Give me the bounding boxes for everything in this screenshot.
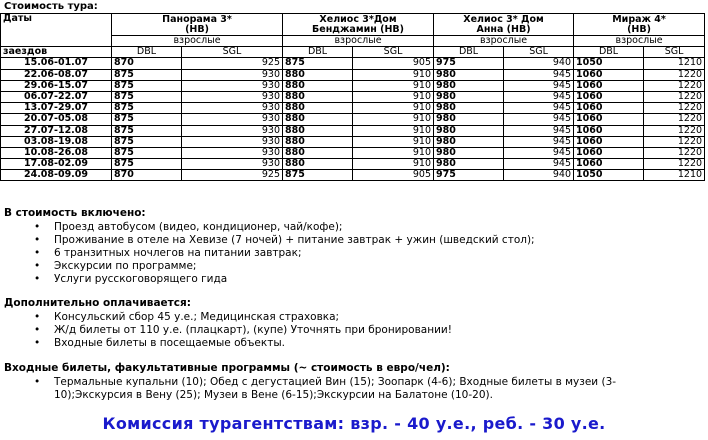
included-list [0, 221, 535, 286]
table-row [1, 159, 705, 170]
price-sgl: 925 [182, 170, 283, 181]
price-dbl: 1060 [574, 114, 644, 125]
price-table [0, 13, 705, 181]
price-dbl: 980 [434, 103, 504, 114]
price-dbl: 1060 [574, 103, 644, 114]
bullet-icon: • [34, 247, 41, 259]
tickets-title: Входные билеты, факультативные программы (~ стоимость в евро/чел): [4, 362, 450, 374]
price-dbl: 975 [434, 58, 504, 69]
row-dates: 13.07-29.07 [1, 103, 112, 114]
price-sgl: 1220 [644, 147, 705, 158]
price-sgl: 1220 [644, 80, 705, 91]
price-dbl: 880 [283, 103, 353, 114]
table-row [1, 125, 705, 136]
col-dbl: DBL [434, 47, 504, 58]
price-sgl: 930 [182, 91, 283, 102]
price-dbl: 880 [283, 125, 353, 136]
table-row [1, 136, 705, 147]
row-dates: 27.07-12.08 [1, 125, 112, 136]
price-sgl: 945 [504, 125, 574, 136]
price-dbl: 980 [434, 69, 504, 80]
price-sgl: 940 [504, 170, 574, 181]
price-sgl: 905 [353, 170, 434, 181]
price-sgl: 905 [353, 58, 434, 69]
price-dbl: 870 [112, 58, 182, 69]
col-dbl: DBL [283, 47, 353, 58]
price-dbl: 880 [283, 159, 353, 170]
price-sgl: 925 [182, 58, 283, 69]
price-dbl: 975 [434, 170, 504, 181]
table-row [1, 80, 705, 91]
price-dbl: 875 [283, 170, 353, 181]
price-dbl: 875 [112, 125, 182, 136]
price-sgl: 930 [182, 159, 283, 170]
hotel-name [574, 14, 705, 36]
table-row [1, 103, 705, 114]
price-sgl: 910 [353, 147, 434, 158]
bullet-icon: • [34, 221, 41, 233]
price-dbl: 880 [283, 136, 353, 147]
row-dates: 15.06-01.07 [1, 58, 112, 69]
list-item-text: Экскурсии по программе; [54, 260, 197, 272]
list-item-text: Услуги русскоговорящего гида [54, 273, 228, 285]
price-dbl: 1060 [574, 91, 644, 102]
list-item [0, 337, 452, 350]
list-item [0, 234, 535, 247]
price-sgl: 945 [504, 69, 574, 80]
price-dbl: 1060 [574, 147, 644, 158]
price-sgl: 1210 [644, 58, 705, 69]
bullet-icon: • [34, 234, 41, 246]
col-sgl: SGL [182, 47, 283, 58]
table-row [1, 58, 705, 69]
hotel-name-line1: Хелиос 3*Дом [319, 13, 397, 25]
list-item-text: Ж/д билеты от 110 у.е. (плацкарт), (купе) Уточнять при бронировании! [54, 324, 452, 336]
col-sgl: SGL [353, 47, 434, 58]
list-item [0, 311, 452, 324]
hotel-name-line2: Бенджамин (HB) [312, 23, 404, 35]
price-sgl: 910 [353, 103, 434, 114]
price-sgl: 910 [353, 91, 434, 102]
price-dbl: 875 [112, 103, 182, 114]
list-item-text: 6 транзитных ночлегов на питании завтрак; [54, 247, 302, 259]
price-sgl: 930 [182, 69, 283, 80]
list-item-text: Проезд автобусом (видео, кондиционер, чай/кофе); [54, 221, 343, 233]
price-sgl: 945 [504, 147, 574, 158]
price-sgl: 945 [504, 91, 574, 102]
table-row [1, 69, 705, 80]
bullet-icon: • [34, 376, 41, 388]
price-dbl: 1060 [574, 159, 644, 170]
price-sgl: 940 [504, 58, 574, 69]
price-dbl: 1060 [574, 69, 644, 80]
price-sgl: 930 [182, 103, 283, 114]
list-item-text: Проживание в отеле на Хевизе (7 ночей) + питание завтрак + ужин (шведский стол); [54, 234, 535, 246]
list-item [0, 273, 535, 286]
hotel-name-line2: (HB) [185, 23, 209, 35]
list-item [0, 260, 535, 273]
price-sgl: 1220 [644, 136, 705, 147]
header-row [1, 14, 705, 36]
hotel-name-line1: Мираж 4* [612, 13, 666, 25]
price-dbl: 1060 [574, 80, 644, 91]
bullet-icon: • [34, 273, 41, 285]
row-dates: 29.06-15.07 [1, 80, 112, 91]
bullet-icon: • [34, 260, 41, 272]
col-dbl: DBL [574, 47, 644, 58]
price-sgl: 1220 [644, 159, 705, 170]
price-dbl: 1060 [574, 125, 644, 136]
list-item-text: Консульский сбор 45 у.е.; Медицинская страховка; [54, 311, 340, 323]
table-row [1, 114, 705, 125]
price-dbl: 870 [112, 170, 182, 181]
col-sgl: SGL [644, 47, 705, 58]
col-dbl: DBL [112, 47, 182, 58]
price-sgl: 910 [353, 125, 434, 136]
price-sgl: 930 [182, 114, 283, 125]
hotel-name-line2: Анна (HB) [476, 23, 531, 35]
price-dbl: 1060 [574, 136, 644, 147]
row-dates: 17.08-02.09 [1, 159, 112, 170]
hotel-name [283, 14, 434, 36]
price-dbl: 875 [112, 114, 182, 125]
bullet-icon: • [34, 337, 41, 349]
price-dbl: 875 [112, 91, 182, 102]
price-dbl: 875 [283, 58, 353, 69]
hotel-name [434, 14, 574, 36]
price-dbl: 880 [283, 114, 353, 125]
price-sgl: 910 [353, 80, 434, 91]
price-sgl: 930 [182, 80, 283, 91]
price-dbl: 875 [112, 159, 182, 170]
dates-subheader: заездов [1, 47, 112, 58]
price-dbl: 980 [434, 125, 504, 136]
price-dbl: 875 [112, 69, 182, 80]
price-sgl: 930 [182, 147, 283, 158]
group-label: взрослые [283, 36, 434, 47]
price-dbl: 880 [283, 80, 353, 91]
included-title: В стоимость включено: [4, 207, 146, 219]
price-sgl: 1220 [644, 91, 705, 102]
price-sgl: 910 [353, 136, 434, 147]
price-sgl: 945 [504, 159, 574, 170]
price-caption: Стоимость тура: [4, 1, 98, 12]
price-dbl: 980 [434, 91, 504, 102]
bullet-icon: • [34, 324, 41, 336]
price-sgl: 945 [504, 136, 574, 147]
price-sgl: 930 [182, 125, 283, 136]
price-sgl: 910 [353, 159, 434, 170]
price-dbl: 875 [112, 80, 182, 91]
tickets-line-1: Термальные купальни (10); Обед с дегустацией Вин (15); Зоопарк (4-6); Входные билеты в музеи (3- [54, 376, 617, 388]
price-dbl: 980 [434, 136, 504, 147]
group-label: взрослые [434, 36, 574, 47]
dates-header: Даты [1, 14, 112, 47]
price-dbl: 875 [112, 136, 182, 147]
hotel-name-line1: Панорама 3* [162, 13, 232, 25]
subheader-row [1, 47, 705, 58]
hotel-name [112, 14, 283, 36]
price-sgl: 910 [353, 114, 434, 125]
table-row [1, 91, 705, 102]
price-dbl: 980 [434, 114, 504, 125]
price-sgl: 910 [353, 69, 434, 80]
price-sgl: 1220 [644, 125, 705, 136]
table-row [1, 147, 705, 158]
price-dbl: 980 [434, 80, 504, 91]
row-dates: 24.08-09.09 [1, 170, 112, 181]
extra-list [0, 311, 452, 350]
price-sgl: 1220 [644, 114, 705, 125]
price-dbl: 880 [283, 69, 353, 80]
group-label: взрослые [574, 36, 705, 47]
list-item-text: Входные билеты в посещаемые объекты. [54, 337, 285, 349]
price-sgl: 1220 [644, 103, 705, 114]
price-sgl: 945 [504, 114, 574, 125]
list-item [0, 247, 535, 260]
commission-note: Комиссия турагентствам: взр. - 40 у.е., реб. - 30 у.е. [102, 414, 606, 433]
price-dbl: 1050 [574, 170, 644, 181]
row-dates: 06.07-22.07 [1, 91, 112, 102]
row-dates: 03.08-19.08 [1, 136, 112, 147]
tickets-text [34, 376, 654, 402]
price-sgl: 930 [182, 136, 283, 147]
price-sgl: 945 [504, 80, 574, 91]
hotel-name-line1: Хелиос 3* Дом [463, 13, 544, 25]
group-label: взрослые [112, 36, 283, 47]
price-sgl: 1210 [644, 170, 705, 181]
row-dates: 20.07-05.08 [1, 114, 112, 125]
price-sgl: 945 [504, 103, 574, 114]
list-item [0, 221, 535, 234]
price-dbl: 1050 [574, 58, 644, 69]
price-dbl: 875 [112, 147, 182, 158]
col-sgl: SGL [504, 47, 574, 58]
price-sgl: 1220 [644, 69, 705, 80]
tickets-line-2: 10);Экскурсия в Вену (25); Музеи в Вене (6-15);Экскурсии на Балатоне (10-20). [54, 389, 493, 401]
price-dbl: 980 [434, 159, 504, 170]
hotel-name-line2: (HB) [627, 23, 651, 35]
list-item [0, 324, 452, 337]
price-dbl: 980 [434, 147, 504, 158]
bullet-icon: • [34, 311, 41, 323]
row-dates: 22.06-08.07 [1, 69, 112, 80]
extra-title: Дополнительно оплачивается: [4, 297, 191, 309]
price-dbl: 880 [283, 91, 353, 102]
table-row [1, 170, 705, 181]
price-dbl: 880 [283, 147, 353, 158]
row-dates: 10.08-26.08 [1, 147, 112, 158]
